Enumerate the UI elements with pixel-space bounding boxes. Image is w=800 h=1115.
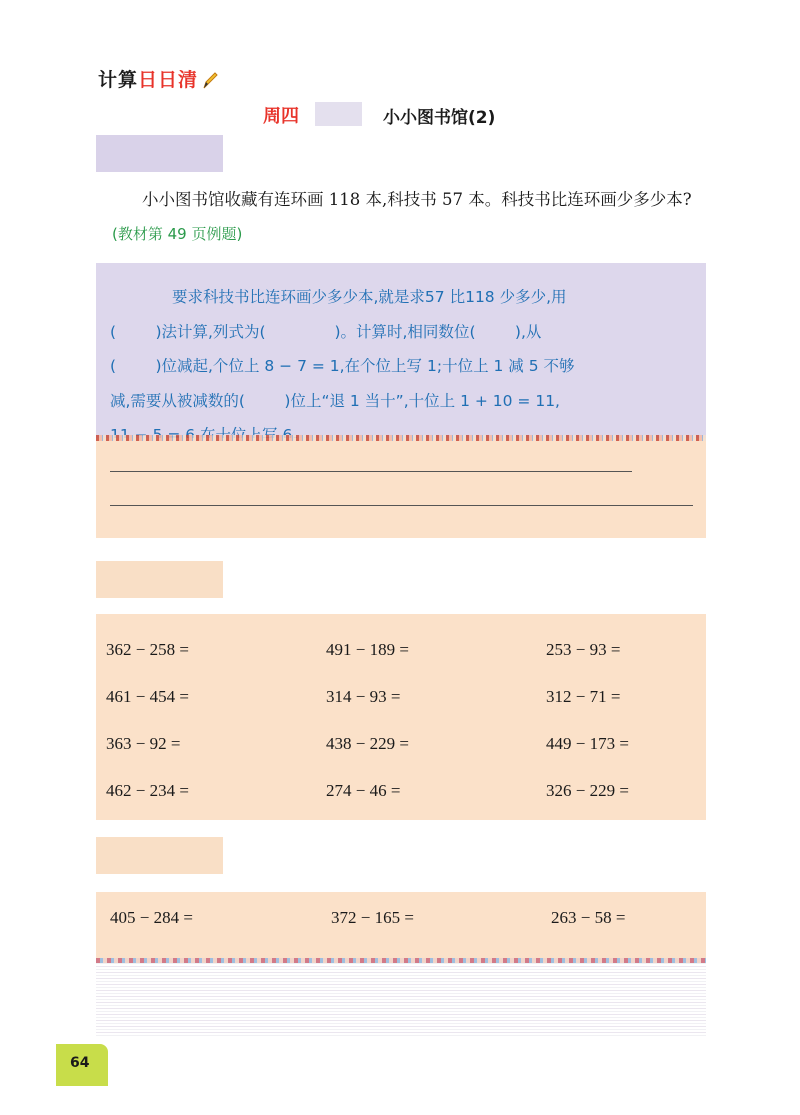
hint-line-2: ( )法计算,列式为( )。计算时,相同数位( ),从 (110, 322, 542, 341)
exercise-item: 314 − 93 = (326, 687, 401, 706)
brand-logo (98, 62, 218, 92)
day-bar (315, 102, 362, 126)
problem-statement (112, 183, 712, 251)
page-number-tab (56, 1044, 108, 1086)
day-label: 周四 (263, 106, 299, 127)
hint-line-1: 要求科技书比连环画少多少本,就是求57 比118 少多少,用 (172, 288, 567, 306)
exercise-item: 405 − 284 = (110, 908, 193, 927)
answer-box (96, 438, 706, 538)
exercise-item: 253 − 93 = (546, 640, 621, 659)
answer-line-1[interactable] (110, 471, 632, 472)
lesson-title: 小小图书馆(2) (383, 108, 496, 128)
exercise-item: 312 − 71 = (546, 687, 621, 706)
exercise-item: 362 − 258 = (106, 640, 189, 659)
exercise-item: 326 − 229 = (546, 781, 629, 800)
answer-line-2[interactable] (110, 505, 693, 506)
lesson-heading (0, 102, 800, 128)
exercise-item: 461 − 454 = (106, 687, 189, 706)
brand-prefix: 计算 (98, 69, 139, 91)
torn-work-area (96, 958, 706, 1038)
decorative-stripe (96, 435, 706, 441)
exercise-item: 372 − 165 = (331, 908, 414, 927)
exercise-item: 274 − 46 = (326, 781, 401, 800)
exercise-item: 363 − 92 = (106, 734, 181, 753)
brand-highlight: 日日清 (138, 69, 199, 91)
exercise-item: 491 − 189 = (326, 640, 409, 659)
section-tab-calculate (96, 561, 223, 598)
exercise-item: 263 − 58 = (551, 908, 626, 927)
exercise-item: 462 − 234 = (106, 781, 189, 800)
exercise-item: 449 − 173 = (546, 734, 629, 753)
pencil-icon (202, 72, 218, 90)
section-tab-example (96, 135, 223, 172)
page-number: 64 (70, 1055, 90, 1071)
problem-source: (教材第 49 页例题) (112, 225, 243, 243)
hint-line-3: ( )位减起,个位上 8 − 7 = 1,在个位上写 1;十位上 1 减 5 不够 (110, 357, 575, 375)
section-tab-vertical (96, 837, 223, 874)
decorative-stripe (96, 958, 706, 963)
exercise-item: 438 − 229 = (326, 734, 409, 753)
hint-line-4: 减,需要从被减数的( )位上“退 1 当十”,十位上 1 + 10 = 11, (110, 391, 560, 410)
problem-text: 小小图书馆收藏有连环画 118 本,科技书 57 本。科技书比连环画少多少本? (142, 190, 692, 209)
hint-text (110, 280, 700, 453)
